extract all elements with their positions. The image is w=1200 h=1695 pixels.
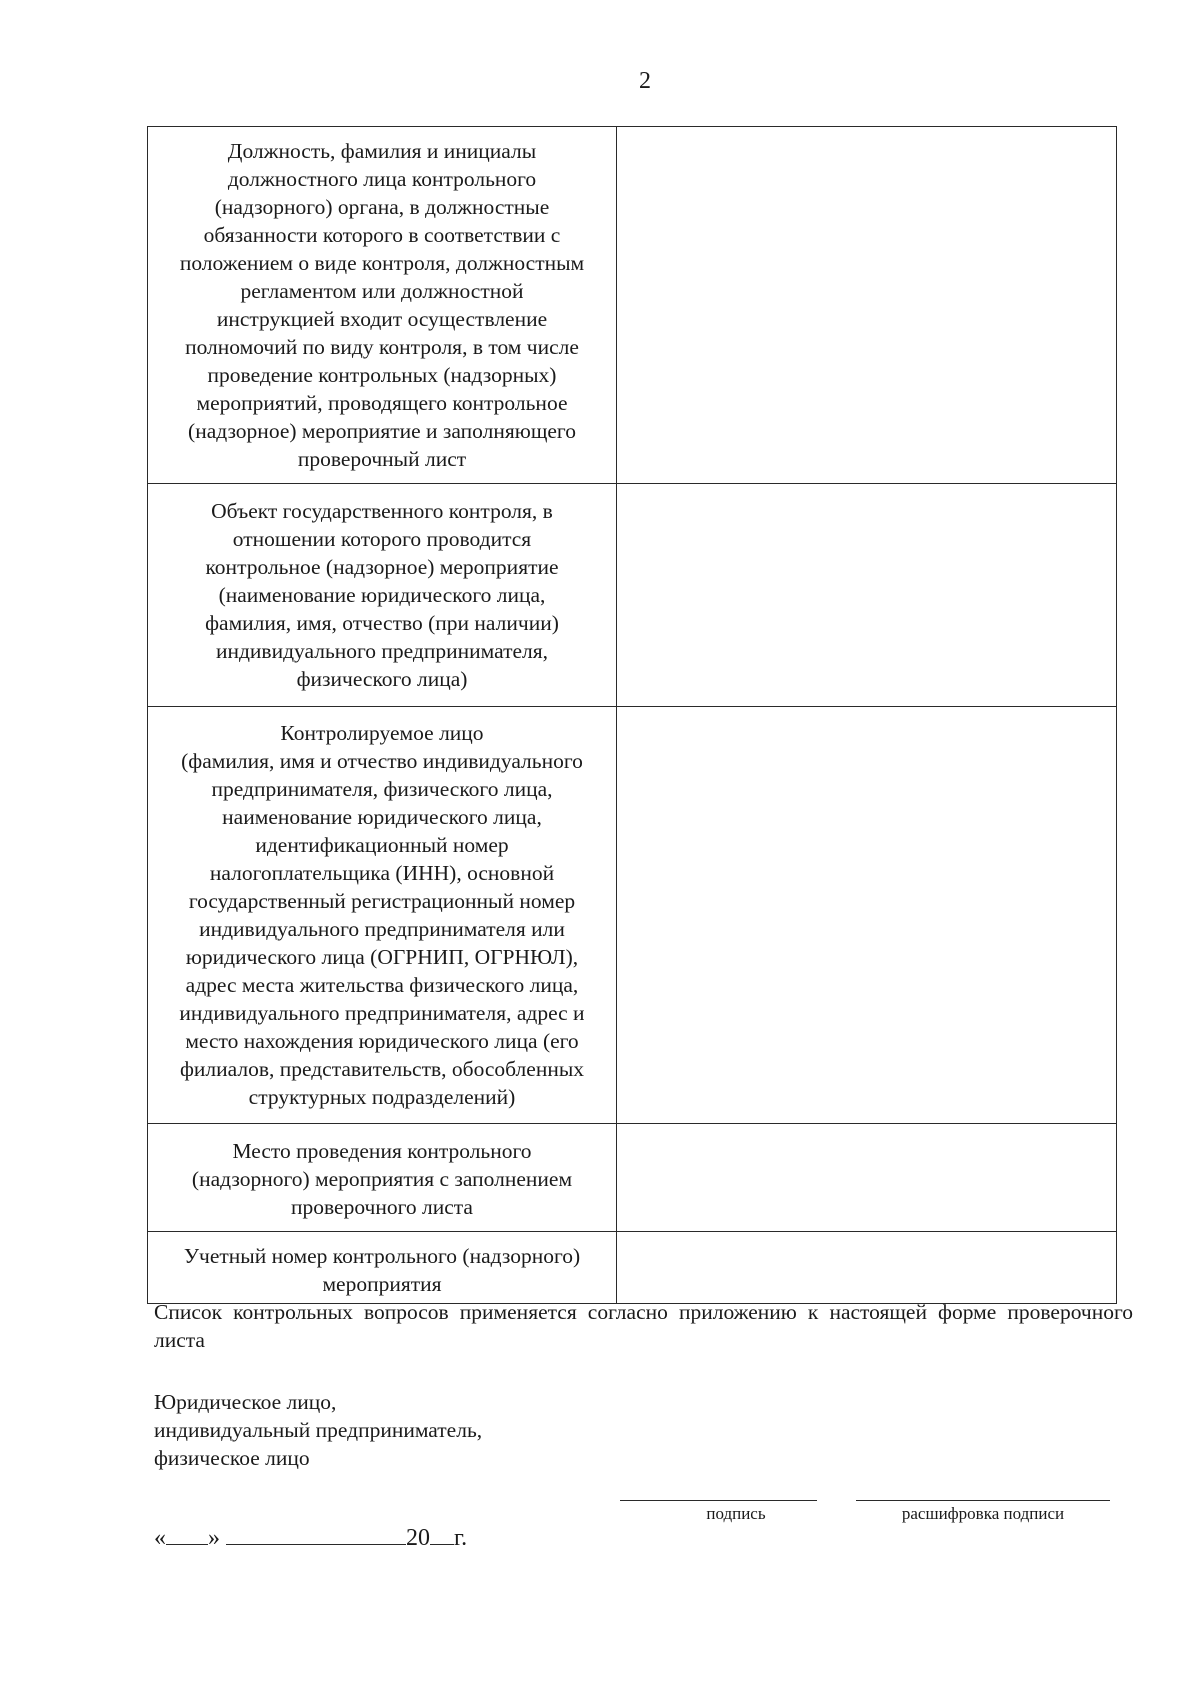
label-line: мероприятия: [322, 1272, 442, 1296]
label-line: индивидуального предпринимателя или: [199, 917, 565, 941]
table-row-event-place: [148, 1124, 1117, 1232]
event-place-value-field[interactable]: [617, 1124, 1117, 1232]
label-line: Должность, фамилия и инициалы: [227, 139, 537, 163]
label-line: должностного лица контрольного: [227, 167, 537, 191]
label-line: фамилия, имя, отчество (при наличии): [205, 611, 559, 635]
checklist-note: Список контрольных вопросов применяется согласно приложению к настоящей форме проверочного листа: [154, 1300, 1133, 1352]
label-line: юридического лица (ОГРНИП, ОГРНЮЛ),: [185, 945, 579, 969]
control-object-label: [148, 484, 616, 706]
control-object-value-field[interactable]: [617, 484, 1117, 707]
official-label: [148, 127, 616, 483]
label-line: проверочный лист: [297, 447, 467, 471]
controlled-person-label-cell: [148, 707, 617, 1124]
label-line: проведение контрольных (надзорных): [207, 363, 557, 387]
label-line: место нахождения юридического лица (его: [185, 1029, 579, 1053]
registration-number-label: [148, 1232, 616, 1303]
control-object-label-cell: [148, 484, 617, 707]
label-line: индивидуального предпринимателя, адрес и: [179, 1001, 585, 1025]
label-line: Объект государственного контроля, в: [211, 499, 553, 523]
month-blank[interactable]: [226, 1526, 406, 1545]
day-blank[interactable]: [166, 1526, 208, 1545]
signer-line: Юридическое лицо,: [154, 1390, 337, 1414]
label-line: Контролируемое лицо: [280, 721, 484, 745]
label-line: (наименование юридического лица,: [218, 583, 546, 607]
year-suffix: г.: [454, 1525, 468, 1551]
label-line: обязанности которого в соответствии с: [203, 223, 561, 247]
page-number: 2: [639, 68, 651, 94]
official-value-field[interactable]: [617, 127, 1117, 484]
registration-number-value-field[interactable]: [617, 1232, 1117, 1304]
controlled-person-value-field[interactable]: [617, 707, 1117, 1124]
signer-label: [154, 1388, 482, 1472]
table-row-registration-number: [148, 1232, 1117, 1304]
label-line: (надзорного) мероприятия с заполнением: [191, 1167, 573, 1191]
label-line: Учетный номер контрольного (надзорного): [183, 1244, 581, 1268]
label-line: налогоплательщика (ИНН), основной: [209, 861, 555, 885]
label-line: инструкцией входит осуществление: [216, 307, 548, 331]
label-line: мероприятий, проводящего контрольное: [196, 391, 568, 415]
event-place-label-cell: [148, 1124, 617, 1232]
label-line: индивидуального предпринимателя,: [215, 639, 549, 663]
label-line: полномочий по виду контроля, в том числе: [185, 335, 579, 359]
year-prefix: 20: [406, 1525, 430, 1551]
date-open-quote: «: [154, 1525, 166, 1551]
label-line: отношении которого проводится: [232, 527, 532, 551]
date-close-quote: »: [208, 1525, 220, 1551]
table-row-official: [148, 127, 1117, 484]
controlled-person-label: [148, 707, 616, 1123]
label-line: физического лица): [296, 667, 468, 691]
label-line: (надзорного) органа, в должностные: [214, 195, 550, 219]
signature-line[interactable]: [620, 1500, 817, 1501]
label-line: (фамилия, имя и отчество индивидуального: [181, 749, 583, 773]
label-line: наименование юридического лица,: [222, 805, 542, 829]
signer-line: индивидуальный предприниматель,: [154, 1418, 483, 1442]
label-line: контрольное (надзорное) мероприятие: [205, 555, 559, 579]
label-line: (надзорное) мероприятие и заполняющего: [188, 419, 576, 443]
label-line: филиалов, представительств, обособленных: [179, 1057, 585, 1081]
inspection-form-table: [147, 126, 1117, 1304]
label-line: проверочного листа: [291, 1195, 473, 1219]
table-row-controlled-person: [148, 707, 1117, 1124]
label-line: идентификационный номер: [255, 833, 509, 857]
table-row-control-object: [148, 484, 1117, 707]
label-line: предпринимателя, физического лица,: [211, 777, 553, 801]
official-label-cell: [148, 127, 617, 484]
signature-decoding-line[interactable]: [856, 1500, 1110, 1501]
signature-decoding-caption: расшифровка подписи: [901, 1504, 1065, 1523]
year-blank[interactable]: [430, 1526, 454, 1545]
signer-line: физическое лицо: [154, 1446, 310, 1470]
label-line: адрес места жительства физического лица,: [185, 973, 579, 997]
label-line: структурных подразделений): [248, 1085, 516, 1109]
date-line: [154, 1525, 467, 1552]
registration-number-label-cell: [148, 1232, 617, 1304]
label-line: государственный регистрационный номер: [188, 889, 576, 913]
label-line: Место проведения контрольного: [232, 1139, 532, 1163]
signature-caption: подпись: [706, 1504, 766, 1523]
label-line: регламентом или должностной: [240, 279, 524, 303]
label-line: положением о виде контроля, должностным: [179, 251, 585, 275]
event-place-label: [148, 1124, 616, 1231]
